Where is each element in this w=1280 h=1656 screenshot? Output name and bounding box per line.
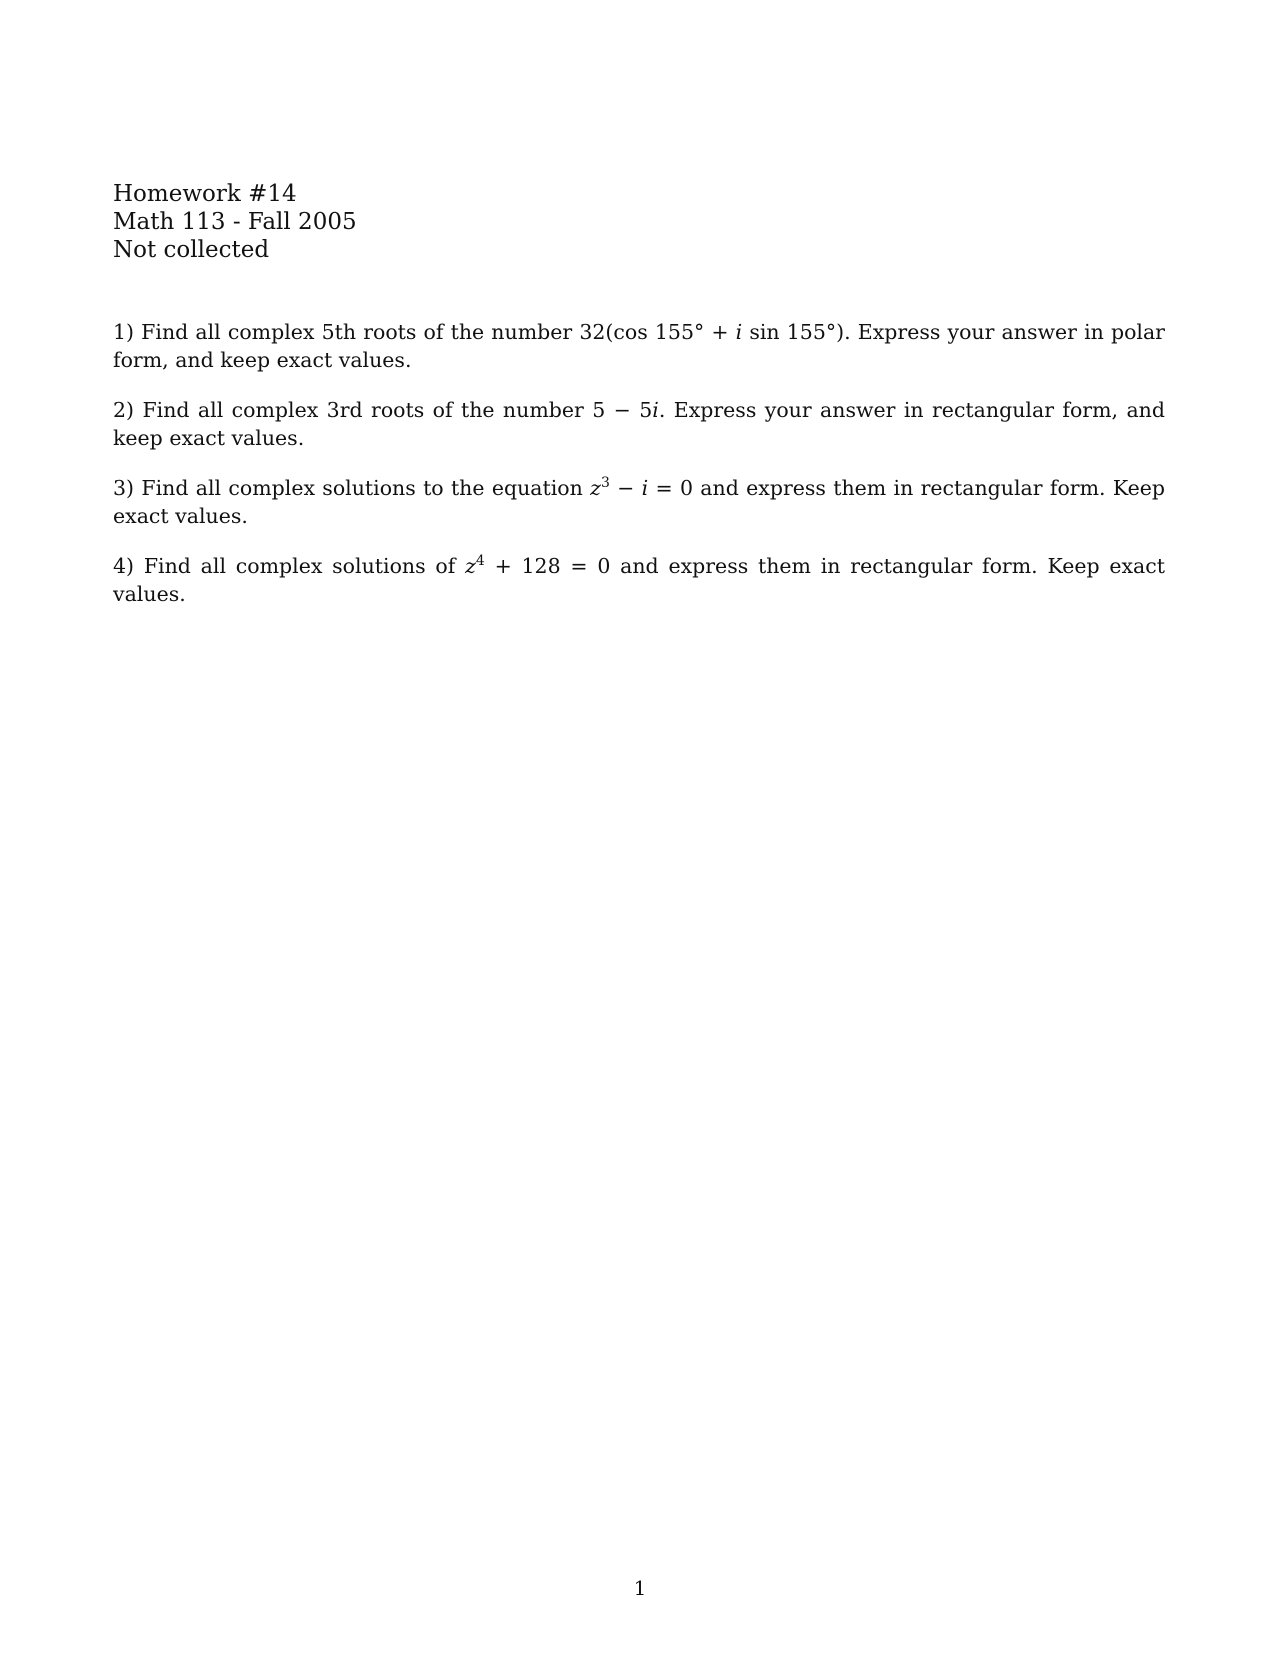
math-variable: z <box>590 476 601 500</box>
problem-text: Find all complex 5th roots of the number 32(cos 155° + <box>141 320 736 344</box>
math-variable: i <box>652 398 659 422</box>
problem-text: Find all complex solutions of <box>143 554 466 578</box>
problem-text: + 128 = 0 and express them in rectangular form. Keep exact values. <box>113 554 1165 606</box>
problem-text: sin 155°). Express your answer in polar form, and keep exact values. <box>113 320 1165 372</box>
problem-1 <box>113 318 1165 374</box>
math-exponent: 4 <box>475 553 485 570</box>
collection-note: Not collected <box>113 237 270 263</box>
problem-3 <box>113 474 1165 530</box>
problem-number: 3) <box>113 476 135 500</box>
problem-number: 1) <box>113 320 135 344</box>
problem-number: 4) <box>113 554 135 578</box>
math-variable: i <box>641 476 649 500</box>
problem-number: 2) <box>113 398 135 422</box>
problem-text: . Express your answer in rectangular form, and keep exact values. <box>113 398 1165 450</box>
problem-4 <box>113 552 1165 608</box>
problem-text: Find all complex solutions to the equation <box>141 476 591 500</box>
problem-2 <box>113 396 1165 452</box>
math-exponent: 3 <box>600 475 610 492</box>
course-term: Math 113 - Fall 2005 <box>113 209 357 235</box>
problem-text: Find all complex 3rd roots of the number 5 − 5 <box>142 398 653 422</box>
math-variable: z <box>465 554 476 578</box>
problem-list <box>113 318 1165 630</box>
document-header <box>113 180 357 264</box>
problem-text: = 0 and express them in rectangular form. Keep exact values. <box>113 476 1165 528</box>
homework-title: Homework #14 <box>113 181 297 207</box>
page-number: 1 <box>633 1576 647 1600</box>
math-variable: i <box>735 320 743 344</box>
problem-text: − <box>609 476 642 500</box>
